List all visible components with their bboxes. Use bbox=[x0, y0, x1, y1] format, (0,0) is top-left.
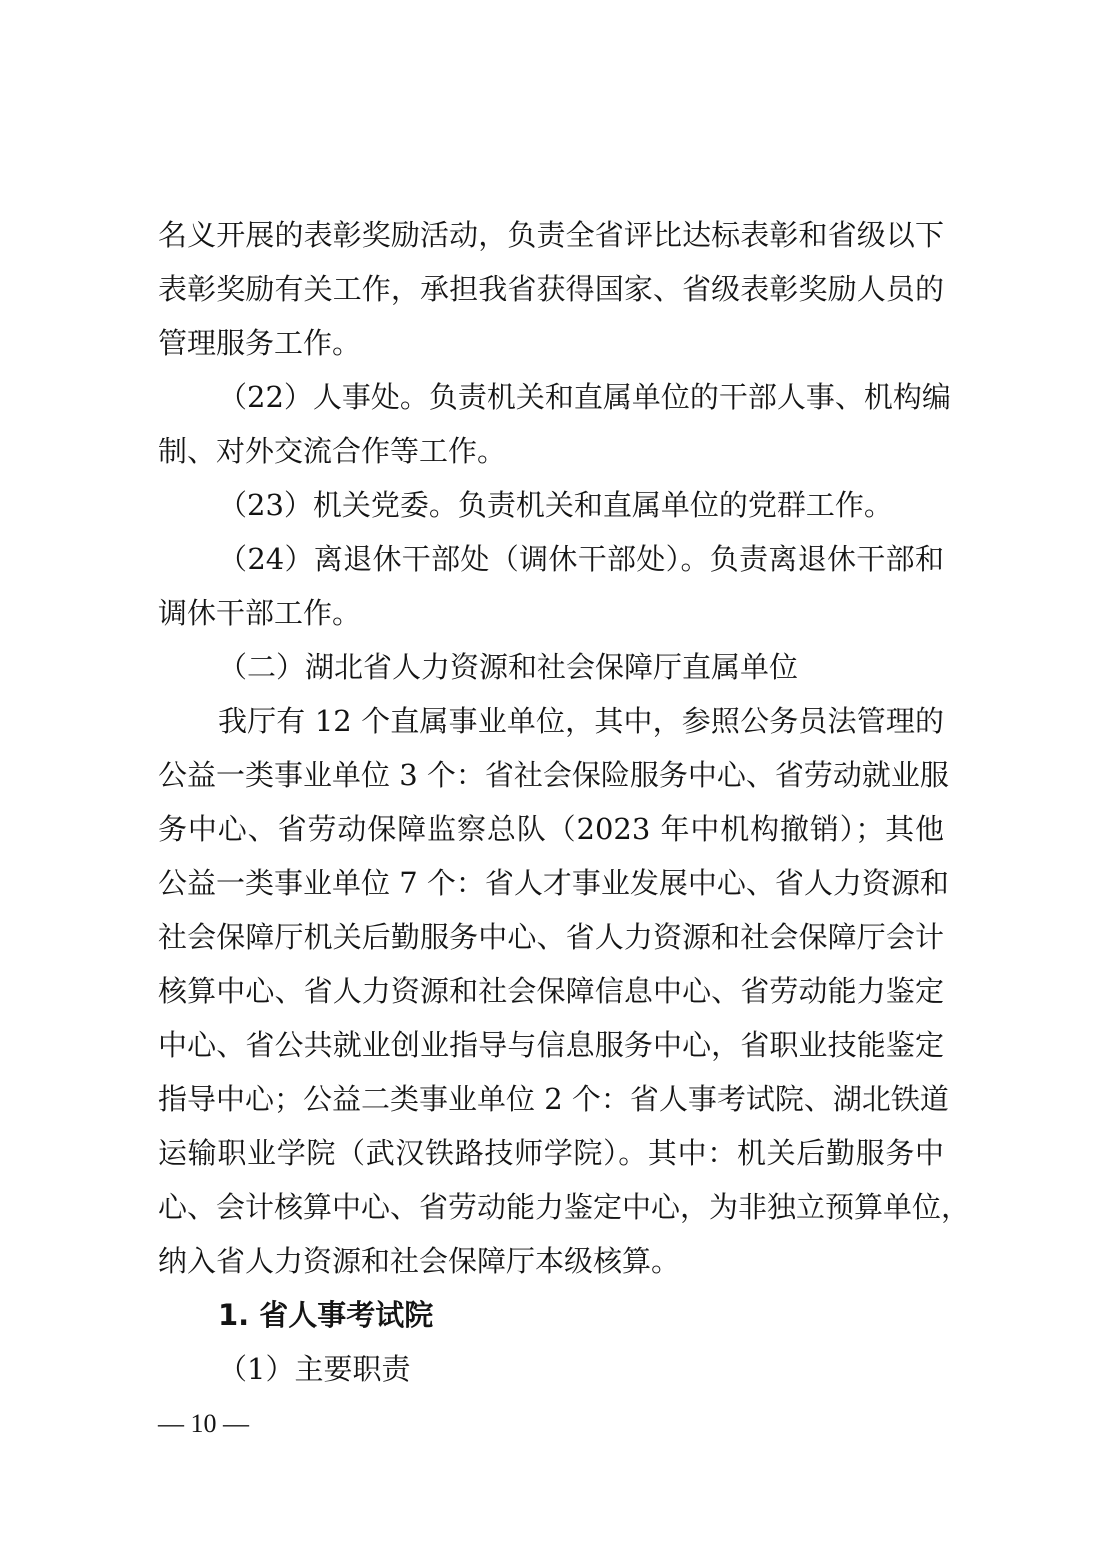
section-heading: （二）湖北省人力资源和社会保障厅直属单位 bbox=[218, 650, 799, 684]
text-line: 名义开展的表彰奖励活动，负责全省评比达标表彰和省级以下 bbox=[158, 218, 944, 252]
subsection-heading: 1. 省人事考试院 bbox=[218, 1298, 434, 1332]
text-line: 运输职业学院（武汉铁路技师学院）。其中：机关后勤服务中 bbox=[158, 1136, 944, 1170]
page-number: — 10 — bbox=[158, 1409, 249, 1438]
text-line: 公益一类事业单位 7 个：省人才事业发展中心、省人力资源和 bbox=[158, 866, 949, 900]
text-line: 公益一类事业单位 3 个：省社会保险服务中心、省劳动就业服 bbox=[158, 758, 949, 792]
text-line: 管理服务工作。 bbox=[158, 326, 362, 360]
paragraph-units-line: 我厅有 12 个直属事业单位，其中，参照公务员法管理的 bbox=[218, 704, 944, 738]
text-line: 心、会计核算中心、省劳动能力鉴定中心，为非独立预算单位， bbox=[158, 1190, 971, 1224]
paragraph-23-line: （23）机关党委。负责机关和直属单位的党群工作。 bbox=[218, 488, 893, 522]
text-line: 纳入省人力资源和社会保障厅本级核算。 bbox=[158, 1244, 681, 1278]
text-line: 调休干部工作。 bbox=[158, 596, 362, 630]
paragraph-22-line: （22）人事处。负责机关和直属单位的干部人事、机构编 bbox=[218, 380, 951, 414]
sub-subsection-heading: （1）主要职责 bbox=[218, 1352, 411, 1386]
paragraph-24-line: （24）离退休干部处（调休干部处）。负责离退休干部和 bbox=[218, 542, 944, 576]
text-line: 中心、省公共就业创业指导与信息服务中心，省职业技能鉴定 bbox=[158, 1028, 944, 1062]
text-line: 表彰奖励有关工作，承担我省获得国家、省级表彰奖励人员的 bbox=[158, 272, 944, 306]
text-line: 核算中心、省人力资源和社会保障信息中心、省劳动能力鉴定 bbox=[158, 974, 944, 1008]
text-line: 制、对外交流合作等工作。 bbox=[158, 434, 507, 468]
document-page bbox=[158, 208, 971, 1396]
text-line: 社会保障厅机关后勤服务中心、省人力资源和社会保障厅会计 bbox=[158, 920, 944, 954]
text-line: 务中心、省劳动保障监察总队（2023 年中机构撤销）；其他 bbox=[158, 812, 944, 846]
text-line: 指导中心；公益二类事业单位 2 个：省人事考试院、湖北铁道 bbox=[158, 1082, 949, 1116]
